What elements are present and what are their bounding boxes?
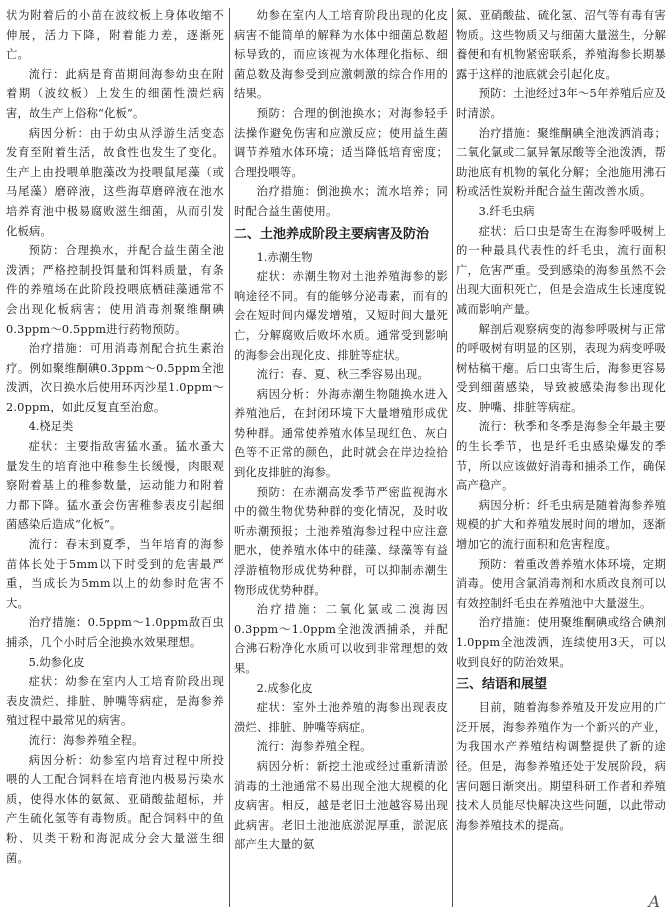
paragraph: 病因分析：新挖土池或经过重新清淤消毒的土池通常不易出现全池大规模的化皮病害。相反，越是老旧土池越容易出现此病害。老旧土池池底淤泥厚重，淤泥底部产生大量的氨: [234, 759, 448, 852]
paragraph: 病因分析：外海赤潮生物随换水进入养殖池后，在封闭环境下大量增殖形成优势种群。通常使养殖水体呈现红色、灰白色等不正常的颜色，此时就会在岸边捡拾到化皮排脏的海参。: [234, 387, 448, 480]
paragraph: 预防：着重改善养殖水体环境，定期消毒。使用含氯消毒剂和水质改良剂可以有效控制纤毛虫在养殖池中大量滋生。: [456, 557, 666, 610]
paragraph: 幼参在室内人工培育阶段出现的化皮病害不能简单的解释为水体中细菌总数超标导致的，而应该视为水体理化指标、细菌总数及海参受到应激刺激的综合作用的结果。: [234, 9, 448, 101]
paragraph: 流行：此病是育苗期间海参幼虫在附着期（波纹板）上发生的细菌性溃烂病害，故生产上俗称“化板”。: [6, 67, 224, 120]
subsection-heading: 2.成参化皮: [256, 681, 313, 695]
paragraph: 流行：春末到夏季，当年培育的海参苗体长处于5mm以下时受到的危害最严重，当成长为5mm以上的幼参时危害不大。: [6, 538, 224, 610]
paragraph: 症状：室外土池养殖的海参出现表皮溃烂、排脏、肿嘴等病症。: [234, 701, 448, 734]
paragraph: 治疗措施：倒池换水；流水培养；同时配合益生菌使用。: [234, 185, 448, 218]
paragraph: 流行：秋季和冬季是海参全年最主要的生长季节，也是纤毛虫感染爆发的季节，所以应该做好消毒和捕杀工作，确保高产稳产。: [456, 420, 666, 493]
paragraph: 治疗措施：二氧化氯或二溴海因0.3ppm～1.0ppm全池泼洒捕杀，并配合沸石粉净化水质可以收到非常理想的效果。: [234, 603, 448, 675]
paragraph: 预防：土池经过3年～5年养殖后应及时清淤。: [456, 87, 666, 120]
column-left: [6, 6, 224, 911]
paragraph: 治疗措施：聚维酮碘全池泼洒消毒；二氧化氯或二氯异氰尿酸等全池泼洒，帮助池底有机物的氧化分解；全池施用沸石粉或活性炭粉并配合益生菌改善水质。: [456, 126, 666, 199]
column-divider: [229, 8, 230, 907]
paragraph: 症状：主要指敌害猛水蚤。猛水蚤大量发生的培育池中稚参生长缓慢，肉眼观察附着基上的稚参数量，运动能力和附着力都下降。猛水蚤会伤害稚参表皮引起细菌感染后造成“化板”。: [6, 440, 224, 532]
paragraph: 症状：幼参在室内人工培育阶段出现表皮溃烂、排脏、肿嘴等病症，是海参养殖过程中最常见的病害。: [6, 675, 224, 728]
paragraph: 氮、亚硝酸盐、硫化氢、沼气等有毒有害物质。这些物质又与细菌大量滋生，分解養便和有机物紧密联系，养殖海参长期暴露于这样的池底就会引起化皮。: [456, 9, 666, 81]
paragraph: 流行：春、夏、秋三季容易出现。: [256, 368, 430, 382]
subsection-heading: 4.桡足类: [28, 420, 74, 434]
column-middle: [234, 6, 448, 911]
paragraph: 治疗措施：0.5ppm～1.0ppm敌百虫捕杀，几个小时后全池换水效果理想。: [6, 616, 224, 649]
subsection-heading: 5.幼参化皮: [28, 655, 85, 669]
paragraph: 症状：后口虫是寄生在海参呼吸树上的一种最具代表性的纤毛虫，流行面积广，危害严重。受到感染的海参虽然不会出现大面积死亡，但是会造成生长速度锐减而影响产量。: [456, 224, 666, 316]
paragraph: 解剖后观察病变的海参呼吸树与正常的呼吸树有明显的区别，表现为病变呼吸树枯稿干瘪。后口虫寄生后，海参更容易受到细菌感染，导致被感染海参出现化皮、肿嘴、排脏等病症。: [456, 322, 666, 414]
paragraph: 病因分析：纤毛虫病是随着海参养殖规模的扩大和养殖发展时间的增加，逐渐增加它的流行面积和危害程度。: [456, 498, 666, 552]
paragraph: 预防：合理换水，并配合益生菌全池泼洒；严格控制投饵量和饵料质量，有条件的养殖场在此阶段投喂底栖硅藻通常不会出现化板病害；使用消毒剂聚维酮碘0.3ppm～0.5ppm进行药物预防。: [6, 244, 224, 336]
paragraph: 预防：在赤潮高发季节严密监视海水中的微生物优势种群的变化情况，及时收听赤潮预报；土池养殖海参过程中应注意肥水，使养殖水体中的硅藻、绿藻等有益浮游植物形成优势种群，可以抑制赤潮生物形成优势种群。: [234, 485, 448, 597]
paragraph: 流行：海参养殖全程。: [256, 740, 372, 754]
paragraph: 预防：合理的倒池换水；对海参轻手法操作避免伤害和应激反应；使用益生菌调节养殖水体环境；适当降低培育密度；合理投喂等。: [234, 106, 448, 179]
section-heading: 二、土池养成阶段主要病害及防治: [234, 226, 430, 242]
column-divider: [452, 8, 453, 907]
section-heading: 三、结语和展望: [456, 677, 548, 693]
paragraph: 状为附着后的小苗在波纹板上身体收缩不伸展，活力下降，附着能力差，逐渐死亡。: [6, 9, 224, 62]
end-mark: A: [648, 892, 660, 911]
paragraph: 治疗措施：可用消毒剂配合抗生素治疗。例如聚维酮碘0.3ppm～0.5ppm全池泼洒，次日换水后使用环丙沙星1.0ppm～2.0ppm，如此反复直至治愈。: [6, 342, 224, 414]
paragraph: 流行：海参养殖全程。: [28, 733, 144, 747]
paragraph: 目前，随着海参养殖及开发应用的广泛开展，海参养殖作为一个新兴的产业，为我国水产养殖结构调整提供了新的途径。但是，海参养殖还处于发展阶段，病害问题日渐突出。期望科研工作者和养殖技术人员能尽快解决这些问题，以此带动海参养殖技术的提高。: [456, 701, 666, 832]
paragraph: 病因分析：由于幼虫从浮游生活变态发育至附着生活，故食性也发生了变化。生产上由投喂单胞藻改为投喂鼠尾藻（或马尾藻）磨碎液，这些海草磨碎液在池水培养育池中极易腐败滋生细菌，从而引发化板病。: [6, 126, 224, 238]
paragraph: 治疗措施：使用聚维酮碘或络合碘剂1.0ppm全池泼洒，连续使用3天，可以收到良好的防治效果。: [456, 616, 666, 669]
subsection-heading: 3.纤毛虫病: [478, 204, 535, 218]
paragraph: 症状：赤潮生物对土池养殖海参的影响途径不同。有的能够分泌毒素，而有的会在短时间内爆发增殖，又短时间大量死亡，分解腐败后败坏水质。通常受到影响的海参会出现化皮、排脏等症状。: [234, 270, 448, 362]
subsection-heading: 1.赤潮生物: [256, 250, 313, 264]
paragraph: 病因分析：幼参室内培育过程中所投喂的人工配合饲料在培育池内极易污染水质，使得水体的氨氮、亚硝酸盐超标，并产生硫化氢等有毒物质。配合饲料中的鱼粉、贝类干粉和海泥成分会大量滋生细菌。: [6, 753, 224, 865]
column-right: [456, 6, 666, 911]
